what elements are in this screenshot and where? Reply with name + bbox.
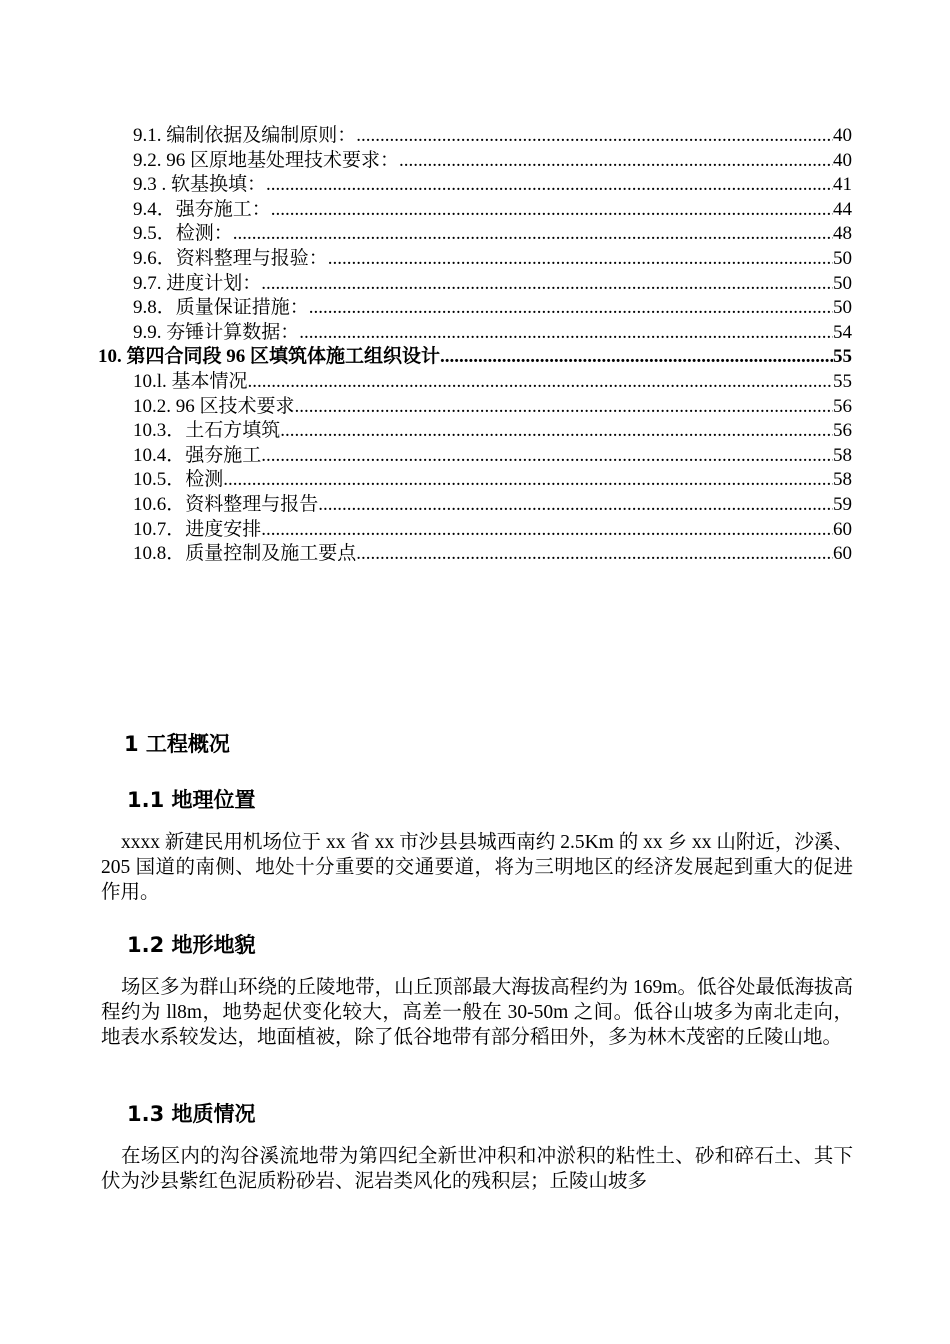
toc-entry-page-number: 58 (833, 469, 852, 491)
toc-entry-label: 10.4．强夯施工 (133, 444, 262, 466)
toc-dot-leader (295, 395, 833, 420)
chapter-title: 1 工程概况 (124, 732, 230, 756)
toc-entry-label: 10.7．进度安排 (133, 518, 262, 540)
toc-entry-label: 9.6．资料整理与报验： (133, 247, 328, 269)
toc-dot-leader (266, 173, 833, 198)
toc-entry[interactable] (98, 395, 852, 420)
toc-entry-label: 9.5．检测： (133, 223, 233, 245)
toc-entry-page-number: 50 (833, 297, 852, 319)
toc-entry-page-number: 41 (833, 174, 852, 196)
toc-entry[interactable] (98, 198, 852, 223)
toc-entry[interactable] (98, 272, 852, 297)
toc-entry-page-number: 55 (833, 346, 852, 368)
toc-dot-leader (223, 468, 833, 493)
toc-entry[interactable] (98, 247, 852, 272)
toc-entry[interactable] (98, 149, 852, 174)
toc-entry-label: 10.5．检测 (133, 469, 224, 491)
toc-dot-leader (356, 124, 833, 149)
toc-entry-label: 9.1. 编制依据及编制原则： (133, 125, 357, 146)
section-heading-1-3: 1.3 地质情况 (127, 1102, 256, 1126)
toc-entry-page-number: 40 (833, 125, 852, 146)
toc-dot-leader (261, 444, 833, 469)
toc-entry-page-number: 55 (833, 370, 852, 392)
toc-entry-page-number: 58 (833, 444, 852, 466)
toc-entry-label: 9.2. 96 区原地基处理技术要求： (133, 149, 400, 171)
toc-entry[interactable] (98, 542, 852, 567)
table-of-contents (98, 124, 852, 567)
toc-entry-page-number: 56 (833, 395, 852, 417)
toc-dot-leader (318, 493, 833, 518)
toc-entry[interactable] (98, 419, 852, 444)
toc-entry-label: 10.3．土石方填筑 (133, 420, 281, 442)
toc-entry-label: 10.2. 96 区技术要求 (133, 395, 295, 417)
toc-entry-label: 10.6．资料整理与报告 (133, 493, 319, 515)
toc-entry-page-number: 54 (833, 321, 852, 343)
toc-entry-label: 10.l. 基本情况 (133, 370, 248, 392)
toc-entry-page-number: 60 (833, 518, 852, 540)
section-heading-1-1: 1.1 地理位置 (127, 788, 256, 812)
toc-dot-leader (261, 518, 833, 543)
section-heading-1-2: 1.2 地形地貌 (127, 933, 256, 957)
toc-entry[interactable] (98, 444, 852, 469)
toc-entry-page-number: 59 (833, 493, 852, 515)
toc-entry-page-number: 50 (833, 272, 852, 294)
toc-entry[interactable] (98, 222, 852, 247)
toc-dot-leader (328, 247, 833, 272)
toc-dot-leader (280, 419, 833, 444)
toc-dot-leader (299, 321, 833, 346)
toc-entry-page-number: 40 (833, 149, 852, 171)
toc-entry-label: 9.3 . 软基换填： (133, 174, 267, 196)
toc-dot-leader (271, 198, 833, 223)
toc-entry[interactable] (98, 370, 852, 395)
section-paragraph-1-3: 在场区内的沟谷溪流地带为第四纪全新世冲积和冲淤积的粘性土、砂和碎石土、其下伏为沙县紫红色泥质粉砂岩、泥岩类风化的残积层；丘陵山坡多 (101, 1146, 853, 1192)
toc-dot-leader (356, 542, 833, 567)
toc-entry[interactable] (98, 345, 852, 370)
toc-entry-page-number: 50 (833, 247, 852, 269)
toc-entry[interactable] (98, 493, 852, 518)
toc-dot-leader (261, 272, 833, 297)
toc-dot-leader (440, 345, 833, 370)
toc-dot-leader (233, 222, 833, 247)
section-paragraph-1-2: 场区多为群山环绕的丘陵地带，山丘顶部最大海拔高程约为 169m。低谷处最低海拔高程约为 ll8m，地势起伏变化较大，高差一般在 30-50m 之间。低谷山坡多为南北走向，地表水系较发达，地面植被，除了低谷地带有部分稻田外，多为林木茂密的丘陵山地。 (101, 977, 853, 1048)
toc-entry[interactable] (98, 124, 852, 149)
toc-entry-label: 10. 第四合同段 96 区填筑体施工组织设计 (98, 346, 441, 368)
toc-entry-label: 10.8．质量控制及施工要点 (133, 543, 357, 565)
toc-entry[interactable] (98, 518, 852, 543)
toc-entry-page-number: 44 (833, 198, 852, 220)
toc-dot-leader (248, 370, 833, 395)
toc-dot-leader (309, 296, 833, 321)
toc-entry-label: 9.7. 进度计划： (133, 272, 262, 294)
toc-entry-page-number: 60 (833, 543, 852, 565)
toc-entry-label: 9.9. 夯锤计算数据： (133, 321, 300, 343)
section-paragraph-1-1: xxxx 新建民用机场位于 xx 省 xx 市沙县县城西南约 2.5Km 的 xx 乡 xx 山附近，沙溪、205 国道的南侧、地处十分重要的交通要道，将为三明地区的经济发展起到重大的促进作用。 (101, 832, 853, 903)
toc-entry-label: 9.4．强夯施工： (133, 198, 271, 220)
toc-entry-label: 9.8．质量保证措施： (133, 297, 309, 319)
toc-entry-page-number: 48 (833, 223, 852, 245)
toc-dot-leader (399, 149, 833, 174)
toc-entry[interactable] (98, 173, 852, 198)
toc-entry-page-number: 56 (833, 420, 852, 442)
toc-entry[interactable] (98, 321, 852, 346)
toc-entry[interactable] (98, 296, 852, 321)
toc-entry[interactable] (98, 468, 852, 493)
